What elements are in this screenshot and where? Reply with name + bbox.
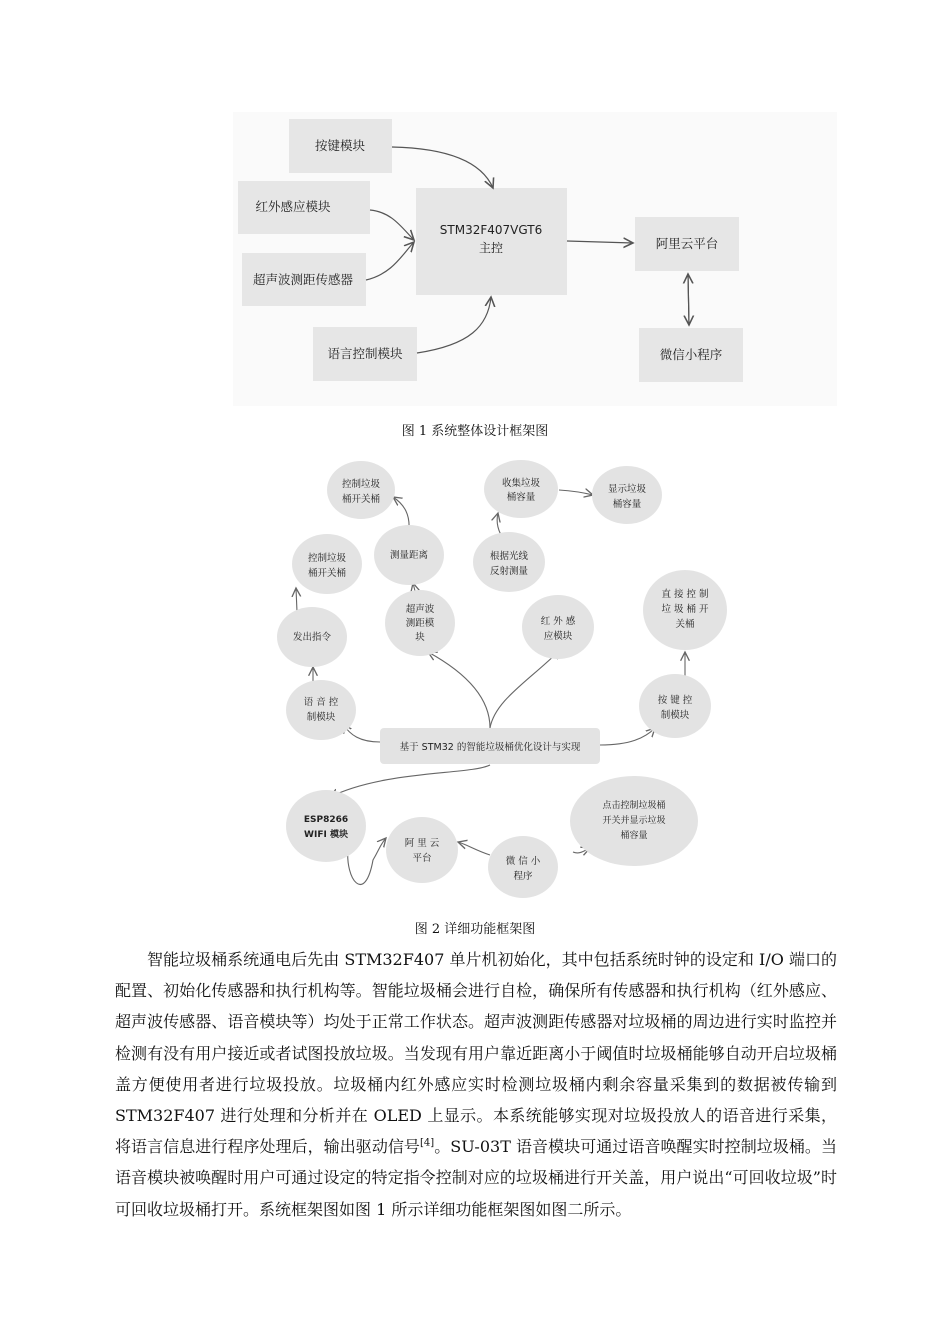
wechat-node-label-1: 微 信 小: [505, 856, 541, 867]
infrared-module-box: [238, 181, 370, 234]
control-bin-left-label-2: 桶开关桶: [307, 568, 347, 579]
mcu-box: [416, 188, 567, 295]
ultrasonic-sensor-label: 超声波测距传感器: [252, 272, 354, 287]
key-control-node: [639, 674, 711, 738]
mcu-label-line1: STM32F407VGT6: [439, 223, 543, 237]
mcu-label-line2: 主控: [478, 241, 504, 255]
wechat-node: [488, 836, 558, 898]
direct-control-label-1: 直 接 控 制: [661, 589, 709, 600]
voice-module-node: [286, 680, 356, 740]
figure-1-diagram: [0, 0, 950, 420]
control-bin-left-label-1: 控制垃圾: [307, 553, 347, 564]
control-bin-top-label-1: 控制垃圾: [341, 479, 381, 490]
esp8266-wifi-node: [286, 790, 366, 862]
button-module-box: [289, 119, 392, 173]
click-control-node: [570, 776, 698, 866]
key-control-label-1: 按 键 控: [657, 695, 693, 706]
voice-module-label-1: 语 音 控: [303, 697, 339, 708]
collect-capacity-label-1: 收集垃圾: [501, 478, 541, 489]
collect-capacity-node: [484, 460, 558, 518]
aliyun-platform-label: 阿里云平台: [655, 236, 719, 251]
aliyun-node-label-2: 平台: [412, 853, 432, 864]
infrared-module-label: 红外感应模块: [255, 199, 331, 214]
esp8266-label-2: WIFI 模块: [304, 830, 348, 840]
aliyun-node-label-1: 阿 里 云: [404, 838, 440, 849]
figure-1-caption: 图 1 系统整体设计框架图: [401, 424, 549, 439]
click-control-label-1: 点击控制垃圾桶: [602, 801, 666, 811]
issue-command-node: [277, 607, 347, 667]
infrared-module-node: [522, 595, 594, 659]
click-control-label-3: 桶容量: [620, 831, 648, 841]
ultrasonic-label-1: 超声波: [405, 604, 435, 615]
control-bin-node-top: [327, 461, 395, 519]
paragraph-part-1: 智能垃圾桶系统通电后先由 STM32F407 单片机初始化，其中包括系统时钟的设定和 I/O 端口的配置、初始化传感器和执行机构等。智能垃圾桶会进行自检，确保所有传感器和执行机构（红外感应、超声波传感器、语音模块等）均处于正常工作状态。超声波测距传感器对垃圾桶的周边进行实时监控并检测有没有用户接近或者试图投放垃圾。当发现有用户靠近距离小于阈值时垃圾桶能够自动开启垃圾桶盖方便使用者进行垃圾投放。垃圾桶内红外感应实时检测垃圾桶内剩余容量采集到的数据被传输到 STM32F407 进行处理和分析并在 OLED 上显示。本系统能够实现对垃圾投放人的语音进行采集，将语言信息进行程序处理后，输出驱动信号: [115, 950, 837, 1157]
button-module-label: 按键模块: [314, 138, 366, 153]
esp8266-label-1: ESP8266: [303, 815, 349, 825]
wechat-miniprogram-label: 微信小程序: [659, 347, 723, 362]
display-capacity-node: [592, 466, 662, 524]
ultrasonic-sensor-box: [242, 253, 366, 306]
voice-module-label-2: 制模块: [306, 712, 336, 723]
direct-control-node: [643, 570, 727, 650]
center-topic-box: [380, 728, 600, 764]
direct-control-label-3: 关桶: [675, 619, 695, 630]
paragraph-text: [115, 944, 837, 1225]
control-bin-top-label-2: 桶开关桶: [341, 494, 381, 505]
direct-control-label-2: 垃 圾 桶 开: [661, 604, 709, 615]
voice-control-box: [313, 327, 417, 381]
center-topic-label: 基于 STM32 的智能垃圾桶优化设计与实现: [399, 742, 581, 753]
voice-control-label: 语言控制模块: [327, 346, 403, 361]
display-capacity-label-2: 桶容量: [612, 499, 642, 510]
wechat-node-label-2: 程序: [513, 871, 533, 882]
aliyun-platform-box: [635, 217, 739, 271]
key-control-label-2: 制模块: [660, 710, 690, 721]
display-capacity-label-1: 显示垃圾: [607, 484, 647, 495]
collect-capacity-label-2: 桶容量: [506, 492, 536, 503]
light-reflection-label-2: 反射测量: [489, 566, 529, 577]
measure-distance-node: [374, 525, 444, 585]
paragraph-part-2: 。SU-03T 语音模块可通过语音唤醒实时控制垃圾桶。当语音模块被唤醒时用户可通过设定的特定指令控制对应的垃圾桶进行开关盖，用户说出“可回收垃圾”时可回收垃圾桶打开。系统框架图如图 1 所示详细功能框架图如图二所示。: [115, 1137, 837, 1219]
infrared-node-label-2: 应模块: [543, 631, 573, 642]
wechat-miniprogram-box: [639, 328, 743, 382]
ultrasonic-label-2: 测距模: [405, 618, 435, 629]
light-reflection-node: [473, 532, 545, 592]
click-control-label-2: 开关并显示垃圾: [602, 816, 666, 826]
control-bin-node-left: [292, 534, 362, 594]
figure-2-diagram: [0, 450, 950, 915]
light-reflection-label-1: 根据光线: [489, 551, 529, 562]
citation-marker: [4]: [419, 1137, 435, 1149]
body-paragraph: [115, 944, 837, 1225]
issue-command-label: 发出指令: [292, 632, 332, 643]
measure-distance-label: 测量距离: [389, 550, 429, 561]
ultrasonic-label-3: 块: [415, 632, 425, 643]
aliyun-node: [386, 817, 458, 883]
infrared-node-label-1: 红 外 感: [540, 616, 576, 627]
figure-2-caption: 图 2 详细功能框架图: [414, 922, 536, 937]
ultrasonic-module-node: [385, 590, 455, 656]
